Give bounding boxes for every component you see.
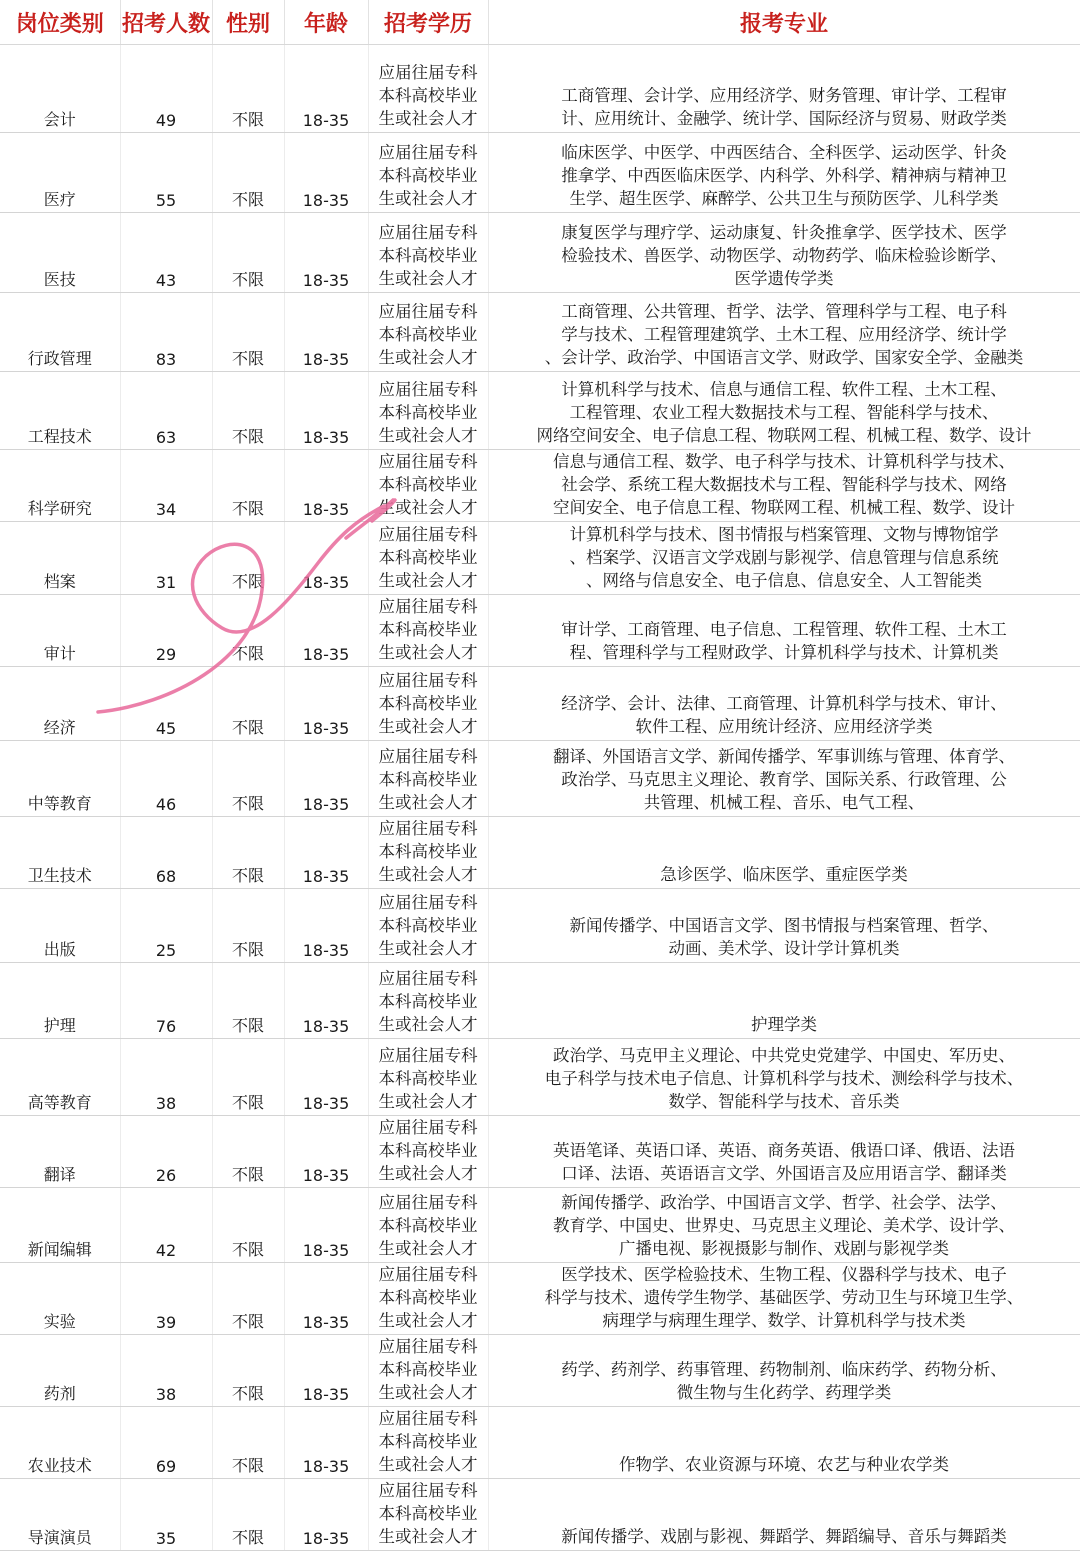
age-cell: 18-35 — [284, 1335, 368, 1407]
education-line: 应届往届专科 — [378, 671, 478, 690]
major-cell — [488, 889, 1080, 963]
count-cell: 39 — [120, 1263, 212, 1335]
education-line: 生或社会人才 — [378, 1239, 478, 1258]
major-cell — [488, 1335, 1080, 1407]
table-row — [0, 45, 1080, 133]
major-line: 翻译、外国语言文学、新闻传播学、军事训练与管理、体育学、 — [553, 747, 1015, 766]
major-line: 工程管理、农业工程大数据技术与工程、智能科学与技术、 — [569, 403, 999, 422]
major-line: 新闻传播学、政治学、中国语言文学、哲学、社会学、法学、 — [561, 1193, 1007, 1212]
education-line: 本科高校毕业 — [378, 992, 478, 1011]
gender-cell: 不限 — [212, 133, 284, 213]
education-line: 应届往届专科 — [378, 597, 478, 616]
major-line: 医学技术、医学检验技术、生物工程、仪器科学与技术、电子 — [561, 1265, 1007, 1284]
education-line: 生或社会人才 — [378, 426, 478, 445]
education-cell — [368, 817, 488, 889]
major-line: 空间安全、电子信息工程、物联网工程、机械工程、数学、设计 — [553, 498, 1015, 517]
category-cell: 护理 — [0, 963, 120, 1039]
age-cell: 18-35 — [284, 1116, 368, 1188]
education-line: 应届往届专科 — [378, 302, 478, 321]
education-cell — [368, 1039, 488, 1116]
count-cell: 83 — [120, 293, 212, 372]
table-row — [0, 1263, 1080, 1335]
major-line: 计算机科学与技术、信息与通信工程、软件工程、土木工程、 — [561, 380, 1007, 399]
education-cell — [368, 45, 488, 133]
count-cell: 68 — [120, 817, 212, 889]
education-line: 本科高校毕业 — [378, 770, 478, 789]
category-cell: 医疗 — [0, 133, 120, 213]
age-cell: 18-35 — [284, 1479, 368, 1551]
count-cell: 46 — [120, 741, 212, 817]
education-line: 应届往届专科 — [378, 819, 478, 838]
header-age: 年龄 — [284, 0, 368, 45]
count-cell: 42 — [120, 1188, 212, 1263]
category-cell: 翻译 — [0, 1116, 120, 1188]
education-line: 本科高校毕业 — [378, 916, 478, 935]
gender-cell: 不限 — [212, 522, 284, 595]
category-cell: 会计 — [0, 45, 120, 133]
header-count: 招考人数 — [120, 0, 212, 45]
header-major: 报考专业 — [488, 0, 1080, 45]
table-row — [0, 963, 1080, 1039]
major-line: 急诊医学、临床医学、重症医学类 — [660, 865, 908, 884]
age-cell: 18-35 — [284, 667, 368, 741]
table-row — [0, 1335, 1080, 1407]
major-cell — [488, 1116, 1080, 1188]
age-cell: 18-35 — [284, 293, 368, 372]
education-line: 应届往届专科 — [378, 1118, 478, 1137]
education-line: 生或社会人才 — [378, 348, 478, 367]
education-line: 应届往届专科 — [378, 1481, 478, 1500]
category-cell: 行政管理 — [0, 293, 120, 372]
education-cell — [368, 450, 488, 522]
education-line: 生或社会人才 — [378, 865, 478, 884]
age-cell: 18-35 — [284, 1039, 368, 1116]
education-line: 本科高校毕业 — [378, 548, 478, 567]
major-cell — [488, 133, 1080, 213]
education-cell — [368, 1188, 488, 1263]
gender-cell: 不限 — [212, 1335, 284, 1407]
education-cell — [368, 293, 488, 372]
gender-cell: 不限 — [212, 963, 284, 1039]
major-line: 工商管理、会计学、应用经济学、财务管理、审计学、工程审 — [561, 86, 1007, 105]
major-line: 新闻传播学、戏剧与影视、舞蹈学、舞蹈编导、音乐与舞蹈类 — [561, 1527, 1007, 1546]
header-row — [0, 0, 1080, 45]
education-line: 生或社会人才 — [378, 498, 478, 517]
education-line: 应届往届专科 — [378, 452, 478, 471]
age-cell: 18-35 — [284, 817, 368, 889]
gender-cell: 不限 — [212, 1263, 284, 1335]
education-line: 本科高校毕业 — [378, 694, 478, 713]
table-row — [0, 133, 1080, 213]
major-line: 临床医学、中医学、中西医结合、全科医学、运动医学、针灸 — [561, 143, 1007, 162]
education-line: 应届往届专科 — [378, 747, 478, 766]
major-line: 电子科学与技术电子信息、计算机科学与技术、测绘科学与技术、 — [544, 1069, 1024, 1088]
major-line: 医学遗传学类 — [734, 269, 834, 288]
count-cell: 45 — [120, 667, 212, 741]
education-cell — [368, 1263, 488, 1335]
age-cell: 18-35 — [284, 963, 368, 1039]
major-line: 动画、美术学、设计学计算机类 — [668, 939, 900, 958]
education-line: 本科高校毕业 — [378, 403, 478, 422]
major-cell — [488, 1479, 1080, 1551]
major-cell — [488, 450, 1080, 522]
major-cell — [488, 817, 1080, 889]
gender-cell: 不限 — [212, 45, 284, 133]
education-line: 应届往届专科 — [378, 525, 478, 544]
age-cell: 18-35 — [284, 45, 368, 133]
count-cell: 38 — [120, 1335, 212, 1407]
education-line: 生或社会人才 — [378, 571, 478, 590]
age-cell: 18-35 — [284, 889, 368, 963]
major-cell — [488, 1039, 1080, 1116]
major-line: 计算机科学与技术、图书情报与档案管理、文物与博物馆学 — [569, 525, 999, 544]
education-line: 应届往届专科 — [378, 223, 478, 242]
category-cell: 出版 — [0, 889, 120, 963]
major-cell — [488, 293, 1080, 372]
major-line: 学与技术、工程管理建筑学、土木工程、应用经济学、统计学 — [561, 325, 1007, 344]
major-line: 推拿学、中西医临床医学、内科学、外科学、精神病与精神卫 — [561, 166, 1007, 185]
education-line: 本科高校毕业 — [378, 1432, 478, 1451]
education-cell — [368, 372, 488, 450]
category-cell: 经济 — [0, 667, 120, 741]
education-cell — [368, 1335, 488, 1407]
education-line: 生或社会人才 — [378, 1455, 478, 1474]
count-cell: 69 — [120, 1407, 212, 1479]
major-cell — [488, 741, 1080, 817]
education-line: 本科高校毕业 — [378, 1288, 478, 1307]
education-line: 生或社会人才 — [378, 1164, 478, 1183]
education-line: 应届往届专科 — [378, 1193, 478, 1212]
education-line: 生或社会人才 — [378, 1092, 478, 1111]
count-cell: 34 — [120, 450, 212, 522]
age-cell: 18-35 — [284, 133, 368, 213]
major-cell — [488, 1188, 1080, 1263]
education-line: 本科高校毕业 — [378, 1216, 478, 1235]
major-cell — [488, 1407, 1080, 1479]
education-cell — [368, 522, 488, 595]
age-cell: 18-35 — [284, 372, 368, 450]
table-row — [0, 741, 1080, 817]
age-cell: 18-35 — [284, 595, 368, 667]
major-line: 英语笔译、英语口译、英语、商务英语、俄语口译、俄语、法语 — [553, 1141, 1015, 1160]
count-cell: 26 — [120, 1116, 212, 1188]
count-cell: 55 — [120, 133, 212, 213]
gender-cell: 不限 — [212, 667, 284, 741]
table-row — [0, 372, 1080, 450]
education-line: 生或社会人才 — [378, 189, 478, 208]
table-row — [0, 1116, 1080, 1188]
table-row — [0, 1407, 1080, 1479]
major-line: 、档案学、汉语言文学戏剧与影视学、信息管理与信息系统 — [569, 548, 999, 567]
education-line: 本科高校毕业 — [378, 842, 478, 861]
education-cell — [368, 595, 488, 667]
table-row — [0, 293, 1080, 372]
education-line: 应届往届专科 — [378, 63, 478, 82]
count-cell: 76 — [120, 963, 212, 1039]
education-line: 本科高校毕业 — [378, 1069, 478, 1088]
major-cell — [488, 45, 1080, 133]
education-line: 本科高校毕业 — [378, 1504, 478, 1523]
count-cell: 31 — [120, 522, 212, 595]
table-row — [0, 595, 1080, 667]
education-cell — [368, 667, 488, 741]
gender-cell: 不限 — [212, 817, 284, 889]
count-cell: 29 — [120, 595, 212, 667]
education-line: 本科高校毕业 — [378, 325, 478, 344]
major-line: 软件工程、应用统计经济、应用经济学类 — [635, 717, 933, 736]
education-line: 应届往届专科 — [378, 1409, 478, 1428]
category-cell: 导演演员 — [0, 1479, 120, 1551]
major-line: 新闻传播学、中国语言文学、图书情报与档案管理、哲学、 — [569, 916, 999, 935]
gender-cell: 不限 — [212, 1479, 284, 1551]
major-line: 科学与技术、遗传学生物学、基础医学、劳动卫生与环境卫生学、 — [544, 1288, 1024, 1307]
major-line: 、网络与信息安全、电子信息、信息安全、人工智能类 — [586, 571, 982, 590]
category-cell: 档案 — [0, 522, 120, 595]
age-cell: 18-35 — [284, 1188, 368, 1263]
major-line: 社会学、系统工程大数据技术与工程、智能科学与技术、网络 — [561, 475, 1007, 494]
count-cell: 49 — [120, 45, 212, 133]
gender-cell: 不限 — [212, 372, 284, 450]
gender-cell: 不限 — [212, 1039, 284, 1116]
major-line: 审计学、工商管理、电子信息、工程管理、软件工程、土木工 — [561, 620, 1007, 639]
education-line: 本科高校毕业 — [378, 1141, 478, 1160]
major-line: 广播电视、影视摄影与制作、戏剧与影视学类 — [619, 1239, 949, 1258]
major-line: 口译、法语、英语语言文学、外国语言及应用语言学、翻译类 — [561, 1164, 1007, 1183]
gender-cell: 不限 — [212, 293, 284, 372]
major-line: 共管理、机械工程、音乐、电气工程、 — [643, 793, 925, 812]
education-line: 应届往届专科 — [378, 893, 478, 912]
gender-cell: 不限 — [212, 595, 284, 667]
education-cell — [368, 741, 488, 817]
education-cell — [368, 1407, 488, 1479]
category-cell: 中等教育 — [0, 741, 120, 817]
table-row — [0, 450, 1080, 522]
table-row — [0, 1479, 1080, 1551]
major-line: 病理学与病理生理学、数学、计算机科学与技术类 — [602, 1311, 966, 1330]
header-gender: 性别 — [212, 0, 284, 45]
education-line: 生或社会人才 — [378, 1527, 478, 1546]
education-line: 生或社会人才 — [378, 109, 478, 128]
category-cell: 审计 — [0, 595, 120, 667]
education-line: 本科高校毕业 — [378, 1360, 478, 1379]
table-row — [0, 667, 1080, 741]
major-line: 生学、超生医学、麻醉学、公共卫生与预防医学、儿科学类 — [569, 189, 999, 208]
category-cell: 农业技术 — [0, 1407, 120, 1479]
major-line: 微生物与生化药学、药理学类 — [676, 1383, 892, 1402]
major-line: 护理学类 — [751, 1015, 817, 1034]
major-cell — [488, 595, 1080, 667]
gender-cell: 不限 — [212, 889, 284, 963]
count-cell: 35 — [120, 1479, 212, 1551]
education-line: 本科高校毕业 — [378, 246, 478, 265]
major-cell — [488, 1263, 1080, 1335]
education-cell — [368, 889, 488, 963]
age-cell: 18-35 — [284, 522, 368, 595]
major-line: 政治学、马克甲主义理论、中共党史党建学、中国史、军历史、 — [553, 1046, 1015, 1065]
major-line: 政治学、马克思主义理论、教育学、国际关系、行政管理、公 — [561, 770, 1007, 789]
major-cell — [488, 213, 1080, 293]
education-cell — [368, 963, 488, 1039]
age-cell: 18-35 — [284, 450, 368, 522]
age-cell: 18-35 — [284, 213, 368, 293]
count-cell: 63 — [120, 372, 212, 450]
count-cell: 43 — [120, 213, 212, 293]
education-cell — [368, 133, 488, 213]
major-line: 作物学、农业资源与环境、农艺与种业农学类 — [619, 1455, 949, 1474]
age-cell: 18-35 — [284, 1407, 368, 1479]
education-line: 应届往届专科 — [378, 1046, 478, 1065]
education-line: 应届往届专科 — [378, 380, 478, 399]
gender-cell: 不限 — [212, 1116, 284, 1188]
table-row — [0, 1188, 1080, 1263]
education-line: 生或社会人才 — [378, 269, 478, 288]
education-line: 应届往届专科 — [378, 969, 478, 988]
gender-cell: 不限 — [212, 1188, 284, 1263]
table-row — [0, 1039, 1080, 1116]
education-line: 生或社会人才 — [378, 1015, 478, 1034]
table-body — [0, 45, 1080, 1551]
count-cell: 38 — [120, 1039, 212, 1116]
education-line: 生或社会人才 — [378, 1311, 478, 1330]
category-cell: 医技 — [0, 213, 120, 293]
major-cell — [488, 667, 1080, 741]
header-category: 岗位类别 — [0, 0, 120, 45]
major-cell — [488, 372, 1080, 450]
gender-cell: 不限 — [212, 1407, 284, 1479]
table-row — [0, 817, 1080, 889]
major-line: 教育学、中国史、世界史、马克思主义理论、美术学、设计学、 — [553, 1216, 1015, 1235]
category-cell: 高等教育 — [0, 1039, 120, 1116]
major-line: 信息与通信工程、数学、电子科学与技术、计算机科学与技术、 — [553, 452, 1015, 471]
major-line: 检验技术、兽医学、动物医学、动物药学、临床检验诊断学、 — [561, 246, 1007, 265]
education-line: 生或社会人才 — [378, 717, 478, 736]
category-cell: 新闻编辑 — [0, 1188, 120, 1263]
education-line: 本科高校毕业 — [378, 620, 478, 639]
table-row — [0, 522, 1080, 595]
category-cell: 药剂 — [0, 1335, 120, 1407]
category-cell: 实验 — [0, 1263, 120, 1335]
major-line: 程、管理科学与工程财政学、计算机科学与技术、计算机类 — [569, 643, 999, 662]
education-line: 生或社会人才 — [378, 643, 478, 662]
education-line: 生或社会人才 — [378, 793, 478, 812]
education-line: 本科高校毕业 — [378, 86, 478, 105]
age-cell: 18-35 — [284, 1263, 368, 1335]
education-line: 应届往届专科 — [378, 1265, 478, 1284]
education-line: 应届往届专科 — [378, 143, 478, 162]
education-line: 本科高校毕业 — [378, 166, 478, 185]
gender-cell: 不限 — [212, 213, 284, 293]
table-row — [0, 213, 1080, 293]
education-cell — [368, 213, 488, 293]
count-cell: 25 — [120, 889, 212, 963]
major-line: 计、应用统计、金融学、统计学、国际经济与贸易、财政学类 — [561, 109, 1007, 128]
education-line: 生或社会人才 — [378, 1383, 478, 1402]
category-cell: 卫生技术 — [0, 817, 120, 889]
education-cell — [368, 1479, 488, 1551]
gender-cell: 不限 — [212, 450, 284, 522]
gender-cell: 不限 — [212, 741, 284, 817]
category-cell: 工程技术 — [0, 372, 120, 450]
header-education: 招考学历 — [368, 0, 488, 45]
major-line: 网络空间安全、电子信息工程、物联网工程、机械工程、数学、设计 — [536, 426, 1032, 445]
age-cell: 18-35 — [284, 741, 368, 817]
major-line: 数学、智能科学与技术、音乐类 — [668, 1092, 900, 1111]
major-cell — [488, 963, 1080, 1039]
education-line: 本科高校毕业 — [378, 475, 478, 494]
major-line: 康复医学与理疗学、运动康复、针灸推拿学、医学技术、医学 — [561, 223, 1007, 242]
education-line: 生或社会人才 — [378, 939, 478, 958]
table-row — [0, 889, 1080, 963]
major-cell — [488, 522, 1080, 595]
major-line: 药学、药剂学、药事管理、药物制剂、临床药学、药物分析、 — [561, 1360, 1007, 1379]
major-line: 工商管理、公共管理、哲学、法学、管理科学与工程、电子科 — [561, 302, 1007, 321]
category-cell: 科学研究 — [0, 450, 120, 522]
education-cell — [368, 1116, 488, 1188]
major-line: 、会计学、政治学、中国语言文学、财政学、国家安全学、金融类 — [544, 348, 1024, 367]
education-line: 应届往届专科 — [378, 1337, 478, 1356]
major-line: 经济学、会计、法律、工商管理、计算机科学与技术、审计、 — [561, 694, 1007, 713]
